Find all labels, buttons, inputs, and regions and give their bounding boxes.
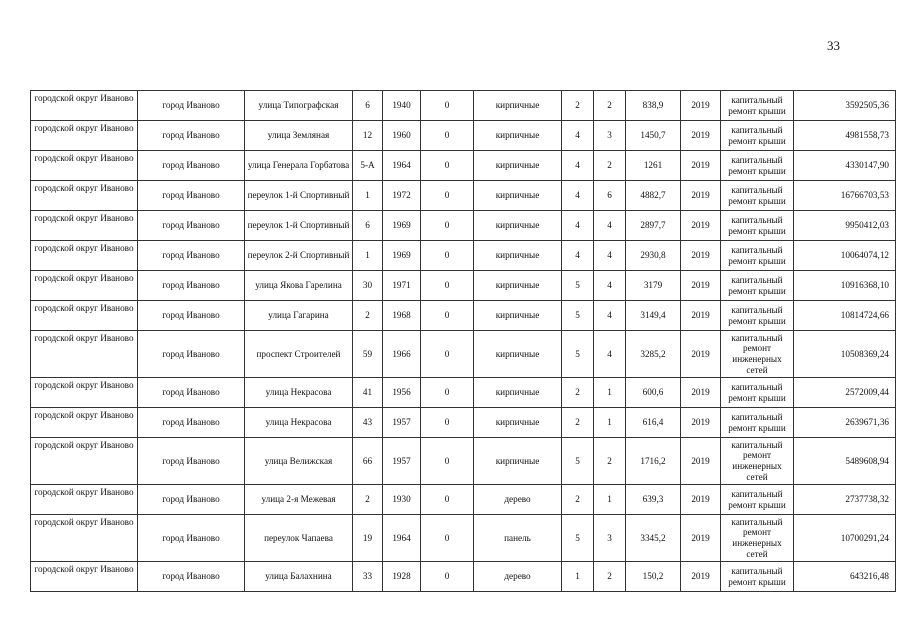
table-cell: 4	[562, 151, 594, 181]
table-cell: 0	[421, 562, 474, 592]
table-cell: 4330147,90	[794, 151, 896, 181]
table-cell: 643216,48	[794, 562, 896, 592]
table-cell: 2	[594, 151, 626, 181]
table-cell: 16766703,53	[794, 181, 896, 211]
table-cell: городской округ Иваново	[31, 562, 138, 592]
table-cell: 1	[594, 408, 626, 438]
table-cell: 0	[421, 181, 474, 211]
table-cell: улица Гагарина	[245, 301, 353, 331]
table-cell: капитальный ремонт крыши	[721, 241, 794, 271]
table-cell: 3	[594, 121, 626, 151]
table-row	[31, 562, 896, 592]
table-cell: 1	[353, 181, 383, 211]
table-cell: 2737738,32	[794, 485, 896, 515]
table-cell: улица Земляная	[245, 121, 353, 151]
table-cell: город Иваново	[138, 515, 245, 562]
table-body	[31, 91, 896, 592]
table-cell: 3149,4	[626, 301, 681, 331]
table-cell: 10064074,12	[794, 241, 896, 271]
table-cell: городской округ Иваново	[31, 301, 138, 331]
table-cell: улица 2-я Межевая	[245, 485, 353, 515]
table-cell: 2	[562, 485, 594, 515]
table-cell: 41	[353, 378, 383, 408]
table-row	[31, 378, 896, 408]
table-cell: кирпичные	[474, 151, 562, 181]
table-row	[31, 151, 896, 181]
table-cell: город Иваново	[138, 241, 245, 271]
table-cell: 1957	[383, 408, 421, 438]
table-cell: 6	[353, 91, 383, 121]
table-cell: город Иваново	[138, 485, 245, 515]
table-cell: городской округ Иваново	[31, 271, 138, 301]
table-cell: 616,4	[626, 408, 681, 438]
table-row	[31, 181, 896, 211]
table-cell: 2	[562, 91, 594, 121]
table-cell: городской округ Иваново	[31, 121, 138, 151]
table-cell: город Иваново	[138, 271, 245, 301]
table-cell: 0	[421, 378, 474, 408]
housing-repair-table	[30, 90, 896, 592]
table-cell: 2	[353, 301, 383, 331]
table-cell: переулок 1-й Спортивный	[245, 181, 353, 211]
table-cell: город Иваново	[138, 378, 245, 408]
table-cell: 59	[353, 331, 383, 378]
table-cell: 2897,7	[626, 211, 681, 241]
table-cell: 10508369,24	[794, 331, 896, 378]
table-cell: 4	[594, 211, 626, 241]
table-cell: 2019	[681, 331, 721, 378]
table-cell: 10814724,66	[794, 301, 896, 331]
table-cell: 4882,7	[626, 181, 681, 211]
table-cell: 2019	[681, 241, 721, 271]
table-cell: капитальный ремонт крыши	[721, 151, 794, 181]
table-cell: 5489608,94	[794, 438, 896, 485]
table-row	[31, 241, 896, 271]
table-cell: кирпичные	[474, 241, 562, 271]
table-row	[31, 485, 896, 515]
table-cell: капитальный ремонт крыши	[721, 211, 794, 241]
table-row	[31, 271, 896, 301]
table-cell: 1960	[383, 121, 421, 151]
table-row	[31, 331, 896, 378]
table-row	[31, 121, 896, 151]
table-cell: город Иваново	[138, 438, 245, 485]
table-cell: кирпичные	[474, 438, 562, 485]
table-cell: городской округ Иваново	[31, 438, 138, 485]
table-cell: 4981558,73	[794, 121, 896, 151]
table-cell: 6	[353, 211, 383, 241]
table-row	[31, 408, 896, 438]
table-cell: 4	[594, 301, 626, 331]
table-cell: переулок 1-й Спортивный	[245, 211, 353, 241]
table-cell: переулок Чапаева	[245, 515, 353, 562]
table-cell: 12	[353, 121, 383, 151]
table-cell: город Иваново	[138, 331, 245, 378]
table-cell: 2	[594, 562, 626, 592]
table-cell: капитальный ремонт крыши	[721, 408, 794, 438]
table-cell: 0	[421, 271, 474, 301]
table-cell: 0	[421, 331, 474, 378]
table-cell: 2	[594, 438, 626, 485]
table-cell: 4	[562, 181, 594, 211]
table-cell: 2	[562, 408, 594, 438]
table-cell: улица Якова Гарелина	[245, 271, 353, 301]
table-cell: проспект Строителей	[245, 331, 353, 378]
table-cell: 0	[421, 151, 474, 181]
table-cell: панель	[474, 515, 562, 562]
table-cell: 0	[421, 211, 474, 241]
table-cell: 33	[353, 562, 383, 592]
table-cell: 1940	[383, 91, 421, 121]
table-cell: 2019	[681, 438, 721, 485]
table-cell: 1972	[383, 181, 421, 211]
table-cell: капитальный ремонт инженерных сетей	[721, 438, 794, 485]
table-cell: 5	[562, 331, 594, 378]
table-cell: дерево	[474, 562, 562, 592]
table-cell: 1	[594, 378, 626, 408]
table-cell: 2019	[681, 485, 721, 515]
table-cell: 5	[562, 271, 594, 301]
table-cell: 5	[562, 438, 594, 485]
table-cell: капитальный ремонт крыши	[721, 301, 794, 331]
table-cell: кирпичные	[474, 331, 562, 378]
table-cell: город Иваново	[138, 211, 245, 241]
table-cell: 3592505,36	[794, 91, 896, 121]
table-cell: 2930,8	[626, 241, 681, 271]
table-cell: кирпичные	[474, 378, 562, 408]
table-cell: 1716,2	[626, 438, 681, 485]
table-cell: 2639671,36	[794, 408, 896, 438]
table-cell: дерево	[474, 485, 562, 515]
table-cell: 4	[594, 241, 626, 271]
table-cell: 19	[353, 515, 383, 562]
table-cell: 2019	[681, 181, 721, 211]
table-cell: городской округ Иваново	[31, 331, 138, 378]
table-cell: капитальный ремонт крыши	[721, 562, 794, 592]
table-cell: 4	[594, 271, 626, 301]
table-cell: капитальный ремонт крыши	[721, 91, 794, 121]
table-cell: 2019	[681, 211, 721, 241]
table-cell: кирпичные	[474, 91, 562, 121]
table-cell: переулок 2-й Спортивный	[245, 241, 353, 271]
table-cell: капитальный ремонт инженерных сетей	[721, 331, 794, 378]
table-cell: капитальный ремонт крыши	[721, 271, 794, 301]
table-cell: 1966	[383, 331, 421, 378]
table-cell: 2	[562, 378, 594, 408]
table-cell: 1930	[383, 485, 421, 515]
table-row	[31, 515, 896, 562]
table-cell: кирпичные	[474, 271, 562, 301]
table-cell: 2019	[681, 408, 721, 438]
table-cell: 66	[353, 438, 383, 485]
table-cell: 1964	[383, 151, 421, 181]
table-cell: кирпичные	[474, 181, 562, 211]
table-cell: 0	[421, 121, 474, 151]
table-cell: город Иваново	[138, 121, 245, 151]
table-cell: городской округ Иваново	[31, 241, 138, 271]
table-cell: 2572009,44	[794, 378, 896, 408]
table-row	[31, 211, 896, 241]
table-cell: капитальный ремонт крыши	[721, 121, 794, 151]
table-cell: улица Генерала Горбатова	[245, 151, 353, 181]
table-cell: 10700291,24	[794, 515, 896, 562]
table-cell: городской округ Иваново	[31, 91, 138, 121]
table-cell: 2019	[681, 378, 721, 408]
table-cell: 5-А	[353, 151, 383, 181]
table-cell: 1	[562, 562, 594, 592]
table-cell: 1450,7	[626, 121, 681, 151]
table-cell: 2019	[681, 515, 721, 562]
table-cell: кирпичные	[474, 408, 562, 438]
table-cell: 5	[562, 515, 594, 562]
table-cell: 1964	[383, 515, 421, 562]
table-cell: 1	[353, 241, 383, 271]
table-cell: кирпичные	[474, 301, 562, 331]
table-cell: 2019	[681, 271, 721, 301]
table-cell: 3	[594, 515, 626, 562]
table-cell: 1	[594, 485, 626, 515]
table-cell: 0	[421, 91, 474, 121]
table-cell: 0	[421, 515, 474, 562]
table-cell: 0	[421, 241, 474, 271]
table-cell: кирпичные	[474, 211, 562, 241]
table-cell: 2019	[681, 121, 721, 151]
page-number: 33	[827, 38, 840, 53]
table-cell: городской округ Иваново	[31, 485, 138, 515]
table-cell: 2	[353, 485, 383, 515]
table-cell: городской округ Иваново	[31, 211, 138, 241]
table-cell: город Иваново	[138, 408, 245, 438]
table-cell: 1971	[383, 271, 421, 301]
table-cell: 0	[421, 408, 474, 438]
table-cell: 1969	[383, 211, 421, 241]
table-cell: улица Типографская	[245, 91, 353, 121]
table-cell: город Иваново	[138, 562, 245, 592]
table-cell: улица Балахнина	[245, 562, 353, 592]
table-cell: город Иваново	[138, 301, 245, 331]
table-row	[31, 301, 896, 331]
table-cell: 10916368,10	[794, 271, 896, 301]
table-row	[31, 438, 896, 485]
table-cell: 1968	[383, 301, 421, 331]
table-cell: 5	[562, 301, 594, 331]
table-cell: 1969	[383, 241, 421, 271]
table-cell: 6	[594, 181, 626, 211]
table-cell: 4	[562, 211, 594, 241]
table-cell: 4	[562, 121, 594, 151]
table-cell: 3345,2	[626, 515, 681, 562]
table-cell: кирпичные	[474, 121, 562, 151]
table-cell: 3285,2	[626, 331, 681, 378]
table-cell: городской округ Иваново	[31, 151, 138, 181]
table-cell: город Иваново	[138, 181, 245, 211]
table-cell: 0	[421, 485, 474, 515]
table-row	[31, 91, 896, 121]
table-cell: 1928	[383, 562, 421, 592]
table-cell: город Иваново	[138, 91, 245, 121]
table-cell: городской округ Иваново	[31, 181, 138, 211]
table-cell: 30	[353, 271, 383, 301]
table-cell: капитальный ремонт крыши	[721, 485, 794, 515]
table-cell: 4	[594, 331, 626, 378]
table-cell: 150,2	[626, 562, 681, 592]
table-cell: 1956	[383, 378, 421, 408]
table-cell: 1261	[626, 151, 681, 181]
table-cell: улица Некрасова	[245, 408, 353, 438]
table-cell: 0	[421, 301, 474, 331]
table-cell: 600,6	[626, 378, 681, 408]
table-cell: город Иваново	[138, 151, 245, 181]
table-cell: 0	[421, 438, 474, 485]
table-cell: 2	[594, 91, 626, 121]
table-cell: 639,3	[626, 485, 681, 515]
table-cell: 3179	[626, 271, 681, 301]
table-cell: городской округ Иваново	[31, 515, 138, 562]
table-cell: 2019	[681, 91, 721, 121]
table-cell: 43	[353, 408, 383, 438]
table-cell: 2019	[681, 151, 721, 181]
table-cell: капитальный ремонт инженерных сетей	[721, 515, 794, 562]
table-cell: городской округ Иваново	[31, 378, 138, 408]
table-cell: 1957	[383, 438, 421, 485]
table-cell: улица Некрасова	[245, 378, 353, 408]
table-cell: городской округ Иваново	[31, 408, 138, 438]
table-cell: 838,9	[626, 91, 681, 121]
table-cell: 2019	[681, 301, 721, 331]
table-cell: 4	[562, 241, 594, 271]
table-cell: 9950412,03	[794, 211, 896, 241]
table-cell: улица Велижская	[245, 438, 353, 485]
table-cell: капитальный ремонт крыши	[721, 181, 794, 211]
table-cell: 2019	[681, 562, 721, 592]
table-cell: капитальный ремонт крыши	[721, 378, 794, 408]
